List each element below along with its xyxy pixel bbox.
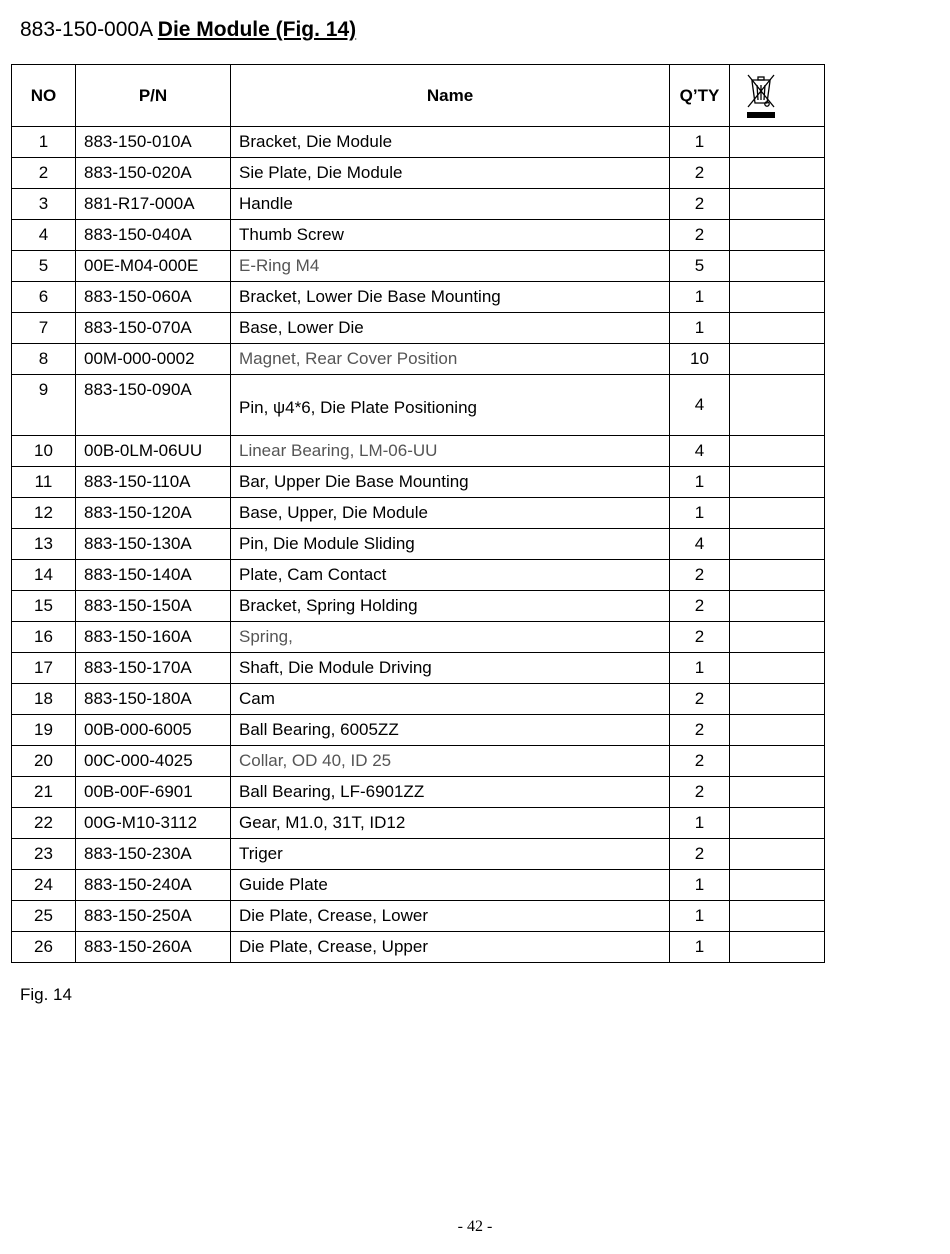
cell-part-number: 883-150-160A xyxy=(76,622,231,653)
cell-qty: 1 xyxy=(670,870,730,901)
cell-part-number: 883-150-250A xyxy=(76,901,231,932)
cell-disposal xyxy=(730,313,825,344)
cell-name: Plate, Cam Contact xyxy=(231,560,670,591)
cell-part-number: 883-150-130A xyxy=(76,529,231,560)
cell-name: Bracket, Lower Die Base Mounting xyxy=(231,282,670,313)
cell-disposal xyxy=(730,901,825,932)
cell-disposal xyxy=(730,808,825,839)
cell-name: Bracket, Spring Holding xyxy=(231,591,670,622)
cell-no: 22 xyxy=(12,808,76,839)
cell-no: 18 xyxy=(12,684,76,715)
cell-qty: 1 xyxy=(670,467,730,498)
cell-qty: 1 xyxy=(670,498,730,529)
header-no: NO xyxy=(12,65,76,127)
table-row xyxy=(12,344,825,375)
table-header-row xyxy=(12,65,825,127)
table-row xyxy=(12,839,825,870)
cell-part-number: 00E-M04-000E xyxy=(76,251,231,282)
assembly-title: Die Module (Fig. 14) xyxy=(157,18,357,41)
table-row xyxy=(12,591,825,622)
parts-table xyxy=(11,64,825,963)
cell-no: 16 xyxy=(12,622,76,653)
cell-disposal xyxy=(730,375,825,436)
cell-part-number: 883-150-240A xyxy=(76,870,231,901)
cell-name: Triger xyxy=(231,839,670,870)
cell-name: Cam xyxy=(231,684,670,715)
cell-name: Guide Plate xyxy=(231,870,670,901)
page-heading xyxy=(20,18,356,42)
cell-name: Gear, M1.0, 31T, ID12 xyxy=(231,808,670,839)
cell-qty: 2 xyxy=(670,746,730,777)
table-row xyxy=(12,127,825,158)
assembly-part-number: 883-150-000A xyxy=(20,18,152,41)
cell-disposal xyxy=(730,251,825,282)
table-row xyxy=(12,313,825,344)
cell-part-number: 883-150-260A xyxy=(76,932,231,963)
cell-qty: 2 xyxy=(670,715,730,746)
cell-no: 4 xyxy=(12,220,76,251)
cell-name: Die Plate, Crease, Lower xyxy=(231,901,670,932)
cell-disposal xyxy=(730,746,825,777)
cell-no: 5 xyxy=(12,251,76,282)
cell-name: Shaft, Die Module Driving xyxy=(231,653,670,684)
cell-disposal xyxy=(730,158,825,189)
cell-part-number: 00B-000-6005 xyxy=(76,715,231,746)
cell-disposal xyxy=(730,282,825,313)
table-row xyxy=(12,498,825,529)
cell-part-number: 883-150-110A xyxy=(76,467,231,498)
cell-part-number: 883-150-180A xyxy=(76,684,231,715)
cell-name: Linear Bearing, LM-06-UU xyxy=(231,436,670,467)
cell-qty: 1 xyxy=(670,313,730,344)
cell-name: Base, Upper, Die Module xyxy=(231,498,670,529)
cell-disposal xyxy=(730,870,825,901)
cell-part-number: 883-150-150A xyxy=(76,591,231,622)
table-row xyxy=(12,870,825,901)
cell-disposal xyxy=(730,715,825,746)
cell-disposal xyxy=(730,189,825,220)
cell-name: Thumb Screw xyxy=(231,220,670,251)
cell-part-number: 883-150-170A xyxy=(76,653,231,684)
cell-disposal xyxy=(730,436,825,467)
figure-caption: Fig. 14 xyxy=(20,985,72,1004)
table-row xyxy=(12,251,825,282)
table-row xyxy=(12,436,825,467)
header-qty: Q’TY xyxy=(670,65,730,127)
cell-no: 13 xyxy=(12,529,76,560)
cell-name: Pin, ψ4*6, Die Plate Positioning xyxy=(231,375,670,436)
cell-no: 17 xyxy=(12,653,76,684)
cell-disposal xyxy=(730,591,825,622)
cell-disposal xyxy=(730,344,825,375)
cell-qty: 2 xyxy=(670,684,730,715)
cell-no: 11 xyxy=(12,467,76,498)
cell-no: 23 xyxy=(12,839,76,870)
table-row xyxy=(12,746,825,777)
header-name: Name xyxy=(231,65,670,127)
cell-part-number: 883-150-120A xyxy=(76,498,231,529)
cell-no: 1 xyxy=(12,127,76,158)
cell-qty: 1 xyxy=(670,932,730,963)
cell-qty: 2 xyxy=(670,591,730,622)
table-row xyxy=(12,467,825,498)
cell-disposal xyxy=(730,560,825,591)
table-row xyxy=(12,715,825,746)
cell-no: 9 xyxy=(12,375,76,436)
cell-qty: 1 xyxy=(670,653,730,684)
table-row xyxy=(12,560,825,591)
cell-part-number: 883-150-020A xyxy=(76,158,231,189)
cell-qty: 1 xyxy=(670,901,730,932)
cell-no: 26 xyxy=(12,932,76,963)
cell-no: 2 xyxy=(12,158,76,189)
cell-no: 8 xyxy=(12,344,76,375)
cell-disposal xyxy=(730,622,825,653)
cell-part-number: 00B-00F-6901 xyxy=(76,777,231,808)
table-row xyxy=(12,932,825,963)
cell-no: 24 xyxy=(12,870,76,901)
cell-qty: 1 xyxy=(670,127,730,158)
cell-name: Handle xyxy=(231,189,670,220)
cell-qty: 5 xyxy=(670,251,730,282)
table-row xyxy=(12,282,825,313)
cell-qty: 4 xyxy=(670,529,730,560)
cell-name: Ball Bearing, LF-6901ZZ xyxy=(231,777,670,808)
cell-no: 10 xyxy=(12,436,76,467)
table-row xyxy=(12,901,825,932)
cell-name: Collar, OD 40, ID 25 xyxy=(231,746,670,777)
cell-part-number: 883-150-040A xyxy=(76,220,231,251)
table-row xyxy=(12,777,825,808)
cell-no: 7 xyxy=(12,313,76,344)
cell-name: Base, Lower Die xyxy=(231,313,670,344)
cell-disposal xyxy=(730,220,825,251)
table-row xyxy=(12,808,825,839)
cell-name: Bracket, Die Module xyxy=(231,127,670,158)
page-number: - 42 - xyxy=(457,1218,493,1235)
cell-name: Bar, Upper Die Base Mounting xyxy=(231,467,670,498)
cell-part-number: 883-150-140A xyxy=(76,560,231,591)
table-row xyxy=(12,653,825,684)
cell-name: Die Plate, Crease, Upper xyxy=(231,932,670,963)
cell-disposal xyxy=(730,653,825,684)
table-row xyxy=(12,375,825,436)
cell-name: Spring, xyxy=(231,622,670,653)
cell-no: 3 xyxy=(12,189,76,220)
header-pn: P/N xyxy=(76,65,231,127)
cell-part-number: 00M-000-0002 xyxy=(76,344,231,375)
cell-qty: 4 xyxy=(670,436,730,467)
cell-part-number: 883-150-070A xyxy=(76,313,231,344)
header-disposal xyxy=(730,65,825,127)
table-row xyxy=(12,158,825,189)
cell-disposal xyxy=(730,498,825,529)
cell-qty: 2 xyxy=(670,839,730,870)
table-row xyxy=(12,189,825,220)
cell-qty: 2 xyxy=(670,622,730,653)
cell-disposal xyxy=(730,529,825,560)
cell-qty: 4 xyxy=(670,375,730,436)
cell-part-number: 00C-000-4025 xyxy=(76,746,231,777)
cell-disposal xyxy=(730,684,825,715)
parts-table-body xyxy=(12,127,825,963)
cell-part-number: 883-150-010A xyxy=(76,127,231,158)
cell-no: 6 xyxy=(12,282,76,313)
cell-no: 21 xyxy=(12,777,76,808)
cell-disposal xyxy=(730,839,825,870)
cell-disposal xyxy=(730,932,825,963)
cell-disposal xyxy=(730,127,825,158)
table-row xyxy=(12,220,825,251)
cell-part-number: 00B-0LM-06UU xyxy=(76,436,231,467)
cell-part-number: 883-150-230A xyxy=(76,839,231,870)
cell-no: 14 xyxy=(12,560,76,591)
cell-qty: 2 xyxy=(670,777,730,808)
cell-qty: 1 xyxy=(670,808,730,839)
cell-qty: 10 xyxy=(670,344,730,375)
cell-disposal xyxy=(730,777,825,808)
cell-no: 15 xyxy=(12,591,76,622)
cell-no: 19 xyxy=(12,715,76,746)
cell-part-number: 00G-M10-3112 xyxy=(76,808,231,839)
table-row xyxy=(12,684,825,715)
crossed-out-wheeled-bin-icon xyxy=(744,72,778,120)
cell-name: Ball Bearing, 6005ZZ xyxy=(231,715,670,746)
cell-qty: 2 xyxy=(670,189,730,220)
cell-no: 25 xyxy=(12,901,76,932)
cell-qty: 2 xyxy=(670,158,730,189)
cell-name: Magnet, Rear Cover Position xyxy=(231,344,670,375)
cell-name: Sie Plate, Die Module xyxy=(231,158,670,189)
cell-name: E-Ring M4 xyxy=(231,251,670,282)
cell-part-number: 881-R17-000A xyxy=(76,189,231,220)
cell-disposal xyxy=(730,467,825,498)
table-row xyxy=(12,529,825,560)
cell-qty: 2 xyxy=(670,220,730,251)
cell-no: 12 xyxy=(12,498,76,529)
cell-name: Pin, Die Module Sliding xyxy=(231,529,670,560)
cell-qty: 2 xyxy=(670,560,730,591)
table-row xyxy=(12,622,825,653)
cell-no: 20 xyxy=(12,746,76,777)
cell-part-number: 883-150-090A xyxy=(76,375,231,436)
cell-qty: 1 xyxy=(670,282,730,313)
cell-part-number: 883-150-060A xyxy=(76,282,231,313)
